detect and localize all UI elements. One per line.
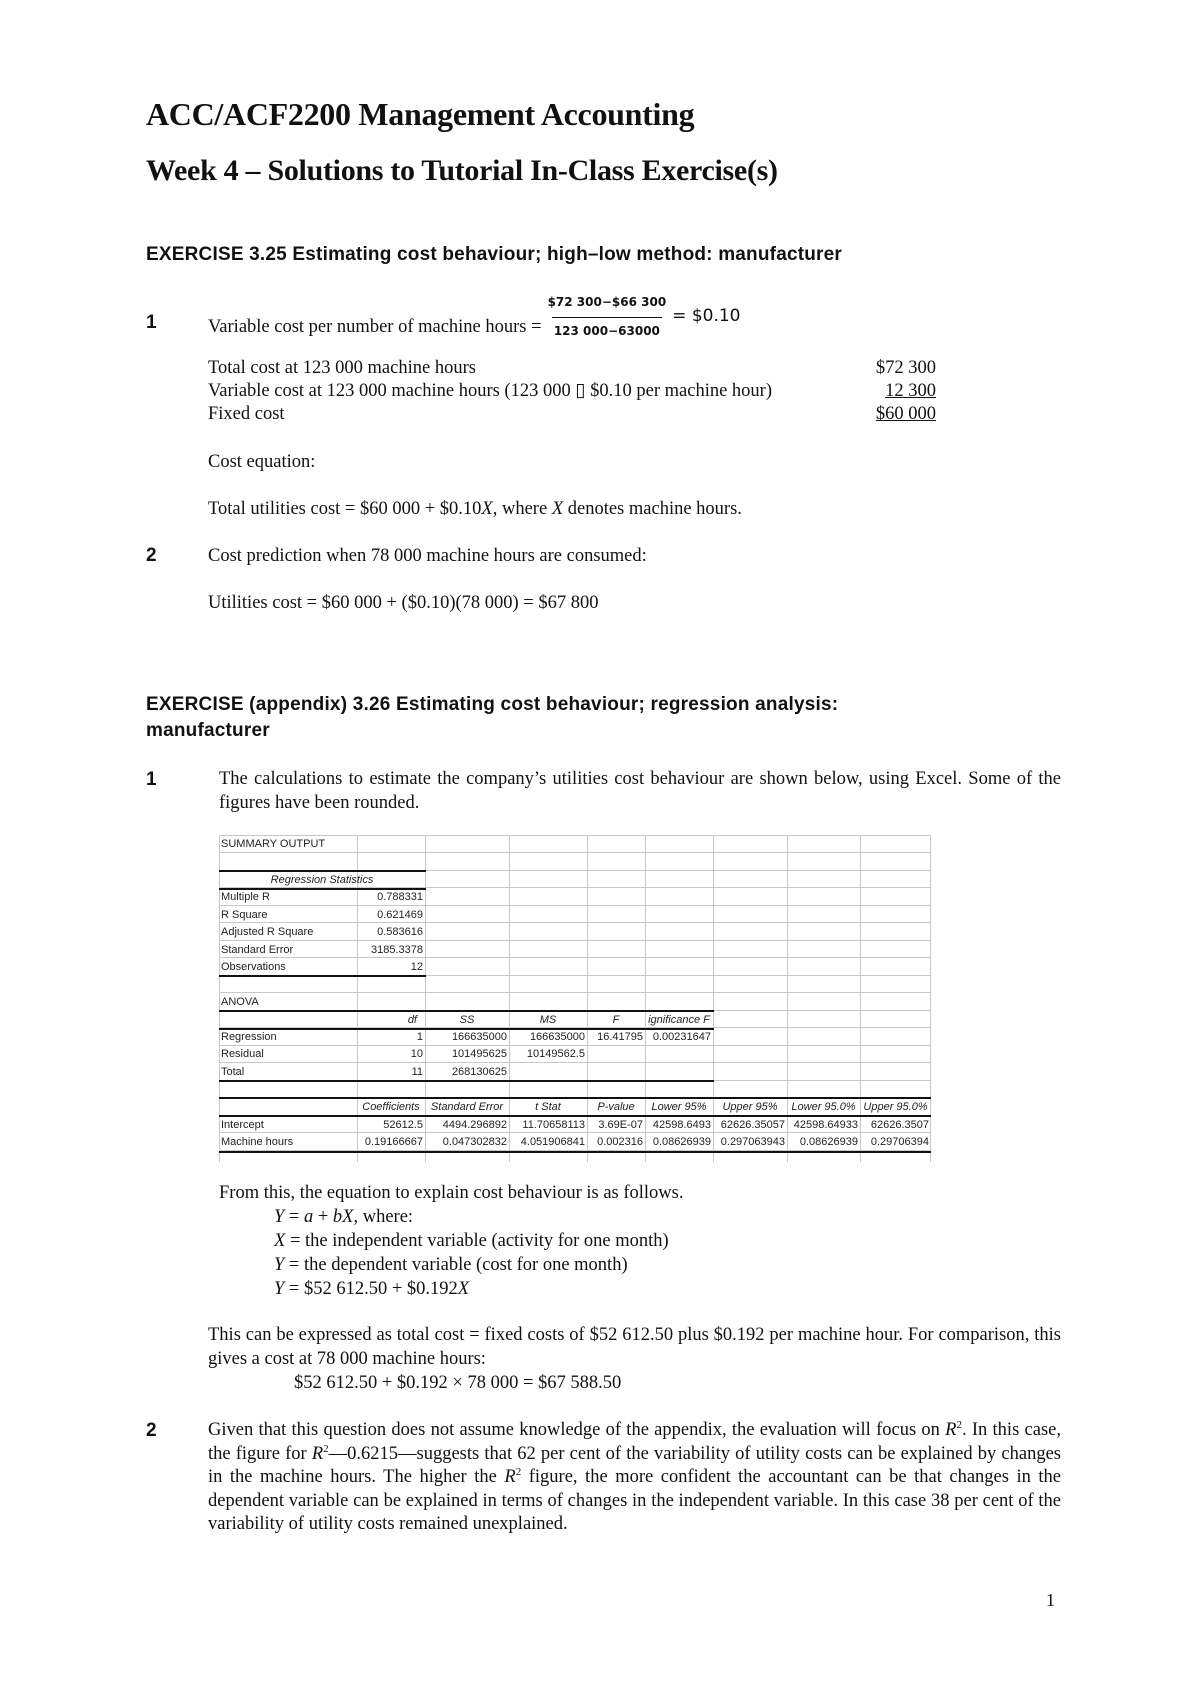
rule (219, 1151, 931, 1153)
ex325-q1-line (208, 291, 741, 343)
fraction-numerator: $72 300−$66 300 (547, 295, 667, 309)
coef-cell: 42598.64933 (793, 1119, 858, 1131)
equation-text: = the dependent variable (cost for one month) (284, 1255, 628, 1275)
anova-row-label: Regression (221, 1031, 277, 1043)
anova-cell: 11 (411, 1066, 423, 1078)
coef-header: t Stat (535, 1101, 561, 1113)
cost-row-value (836, 380, 936, 404)
reg-stat-label: Standard Error (221, 944, 294, 956)
coef-header: Lower 95.0% (791, 1101, 856, 1113)
expression-calculation: $52 612.50 + $0.192 × 78 000 = $67 588.50 (294, 1373, 622, 1393)
exercise-325-heading: EXERCISE 3.25 Estimating cost behaviour; high–low method: manufacturer (146, 244, 843, 265)
equation-line-3 (274, 1254, 628, 1278)
coef-header: P-value (597, 1101, 635, 1113)
week-title: Week 4 – Solutions to Tutorial In-Class Exercise(s) (146, 154, 778, 187)
page-number: 1 (1046, 1590, 1055, 1610)
anova-header: F (612, 1014, 620, 1026)
variable-r: R (311, 1443, 324, 1464)
equation-text: = the independent variable (activity for one month) (285, 1231, 669, 1251)
coef-cell: 11.70658113 (522, 1119, 585, 1131)
coef-cell: 52612.5 (383, 1119, 423, 1131)
coef-cell: 4494.296892 (442, 1119, 507, 1131)
variable-a: a (303, 1207, 314, 1227)
rule (219, 975, 426, 977)
anova-cell: 0.00231647 (652, 1031, 711, 1043)
rule (219, 1097, 931, 1099)
variable-x: X (481, 499, 493, 519)
summary-output-title: SUMMARY OUTPUT (221, 838, 326, 850)
cost-equation-label: Cost equation: (208, 452, 316, 472)
ex326-q1-number: 1 (146, 769, 157, 790)
reg-stat-value: 0.621469 (377, 909, 423, 921)
equation-text: denotes machine hours. (563, 499, 742, 519)
variable-y: Y (274, 1255, 285, 1275)
coef-cell: 0.002316 (597, 1136, 643, 1148)
q2-text: figure, the more confident the accountant can be that changes in the dependent variable can be explained in terms of changes in the independent variable. In this case 38 per cent of the variability of utility costs remained unexplained. (208, 1467, 1061, 1534)
anova-cell: 16.41795 (597, 1031, 643, 1043)
variable-y: Y (274, 1207, 285, 1227)
coef-cell: 0.08626939 (799, 1136, 858, 1148)
cost-row-value: $72 300 (875, 358, 936, 378)
coef-header: Standard Error (430, 1101, 504, 1113)
anova-row-label: Residual (221, 1048, 264, 1060)
ex326-q1-text: The calculations to estimate the company’s utilities cost behaviour are shown below, using Excel. Some of the figures have been rounded. (219, 769, 1061, 813)
coef-cell: 42598.6493 (652, 1119, 711, 1131)
expression-paragraph: This can be expressed as total cost = fixed costs of $52 612.50 plus $0.192 per machine hour. For comparison, this gives a cost at 78 000 machine hours: (208, 1325, 1061, 1369)
variable-x: X (551, 499, 564, 519)
anova-row-label: Total (221, 1066, 245, 1078)
variable-bx: bX (332, 1207, 354, 1227)
coef-cell: 0.297063943 (720, 1136, 785, 1148)
superscript-2: 2 (515, 1465, 522, 1478)
reg-stat-value: 0.583616 (377, 926, 423, 938)
coef-cell: 0.19166667 (364, 1136, 423, 1148)
coef-row-label: Machine hours (221, 1136, 294, 1148)
cost-row-value-text: 12 300 (885, 381, 936, 401)
equation-text: = $52 612.50 + $0.192 (284, 1279, 458, 1299)
anova-header: MS (539, 1014, 557, 1026)
course-title: ACC/ACF2200 Management Accounting (146, 96, 695, 132)
ex325-q1-number: 1 (146, 312, 157, 333)
anova-header: ignificance F (648, 1014, 710, 1026)
exercise-326-heading-line1: EXERCISE (appendix) 3.26 Estimating cost behaviour; regression analysis: (146, 694, 839, 715)
coef-cell: 0.29706394 (870, 1136, 929, 1148)
ex326-q2-number: 2 (146, 1420, 157, 1441)
anova-cell: 268130625 (451, 1066, 507, 1078)
equation-text: Total utilities cost = $60 000 + $0.10 (208, 499, 482, 519)
equation-text: , where (492, 499, 552, 519)
excel-summary-output (219, 835, 931, 1163)
variable-r: R (504, 1467, 516, 1487)
ex326-q2-paragraph (208, 1419, 1061, 1537)
ex325-q1-label: Variable cost per number of machine hours = (208, 317, 542, 338)
coef-header: Coefficients (362, 1101, 420, 1113)
variable-x: X (274, 1231, 286, 1251)
anova-header: SS (459, 1014, 475, 1026)
reg-stat-label: Observations (221, 961, 286, 973)
coef-cell: 0.08626939 (652, 1136, 711, 1148)
reg-stat-label: Multiple R (221, 891, 270, 903)
equation-line-4 (274, 1278, 469, 1302)
anova-cell: 101495625 (451, 1048, 507, 1060)
coef-row-label: Intercept (221, 1119, 264, 1131)
cost-row-label: Total cost at 123 000 machine hours (208, 358, 476, 378)
rule (219, 1115, 931, 1117)
ex325-q2-label: Cost prediction when 78 000 machine hours are consumed: (208, 546, 647, 566)
superscript-2: 2 (956, 1418, 962, 1431)
fraction-result: = $0.10 (672, 306, 741, 327)
variable-x: X (457, 1279, 470, 1299)
variable-r: R (945, 1420, 957, 1440)
anova-title: ANOVA (221, 996, 259, 1008)
coef-header: Lower 95% (651, 1101, 707, 1113)
equation-intro: From this, the equation to explain cost behaviour is as follows. (219, 1183, 684, 1203)
variable-y: Y (274, 1279, 285, 1299)
rule (219, 1010, 714, 1012)
anova-cell: 10 (410, 1048, 423, 1060)
rule (219, 1080, 714, 1082)
coef-cell: 62626.3507 (870, 1119, 929, 1131)
anova-header: df (407, 1014, 417, 1026)
coef-cell: 62626.35057 (720, 1119, 785, 1131)
fraction-denominator: 123 000−63000 (552, 317, 662, 344)
ex325-q2-number: 2 (146, 545, 157, 566)
rule (219, 870, 426, 872)
reg-stat-label: Adjusted R Square (221, 926, 314, 938)
anova-cell: 10149562.5 (526, 1048, 585, 1060)
exercise-326-heading-line2: manufacturer (146, 720, 270, 741)
reg-stat-value: 0.788331 (377, 891, 423, 903)
equation-line-1: Y = a + bX, where: (274, 1207, 414, 1227)
high-low-fraction (546, 291, 669, 343)
cost-row-value (836, 403, 936, 427)
regression-statistics-title: Regression Statistics (270, 874, 374, 886)
reg-stat-value: 3185.3378 (371, 944, 423, 956)
coef-cell: 3.69E-07 (598, 1119, 643, 1131)
q2-text: Given that this question does not assume knowledge of the appendix, the evaluation will focus on (208, 1420, 946, 1440)
coef-header: Upper 95.0% (863, 1101, 928, 1113)
q2-text: —0.6215—suggests that 62 per cent of the variability of utility costs can be explained by changes in the machine hours. The higher the (208, 1443, 1061, 1487)
coef-cell: 0.047302832 (442, 1136, 507, 1148)
reg-stat-label: R Square (221, 909, 268, 921)
fixed-cost-value: $60 000 (875, 404, 936, 424)
anova-cell: 1 (416, 1031, 423, 1043)
total-utilities-equation (208, 498, 742, 522)
equation-line-2 (274, 1230, 669, 1254)
anova-cell: 166635000 (529, 1031, 585, 1043)
cost-row-label: Variable cost at 123 000 machine hours (123 000 ▯ $0.10 per machine hour) (208, 381, 773, 401)
cost-row-label: Fixed cost (208, 404, 285, 424)
coef-cell: 4.051906841 (520, 1136, 585, 1148)
coef-header: Upper 95% (722, 1101, 778, 1113)
ex325-q2-calc: Utilities cost = $60 000 + ($0.10)(78 000) = $67 800 (208, 593, 599, 613)
reg-stat-value: 12 (410, 961, 423, 973)
anova-cell: 166635000 (451, 1031, 507, 1043)
superscript-2: 2 (323, 1442, 329, 1455)
q2-text: . In this case, the figure for (208, 1420, 1061, 1464)
